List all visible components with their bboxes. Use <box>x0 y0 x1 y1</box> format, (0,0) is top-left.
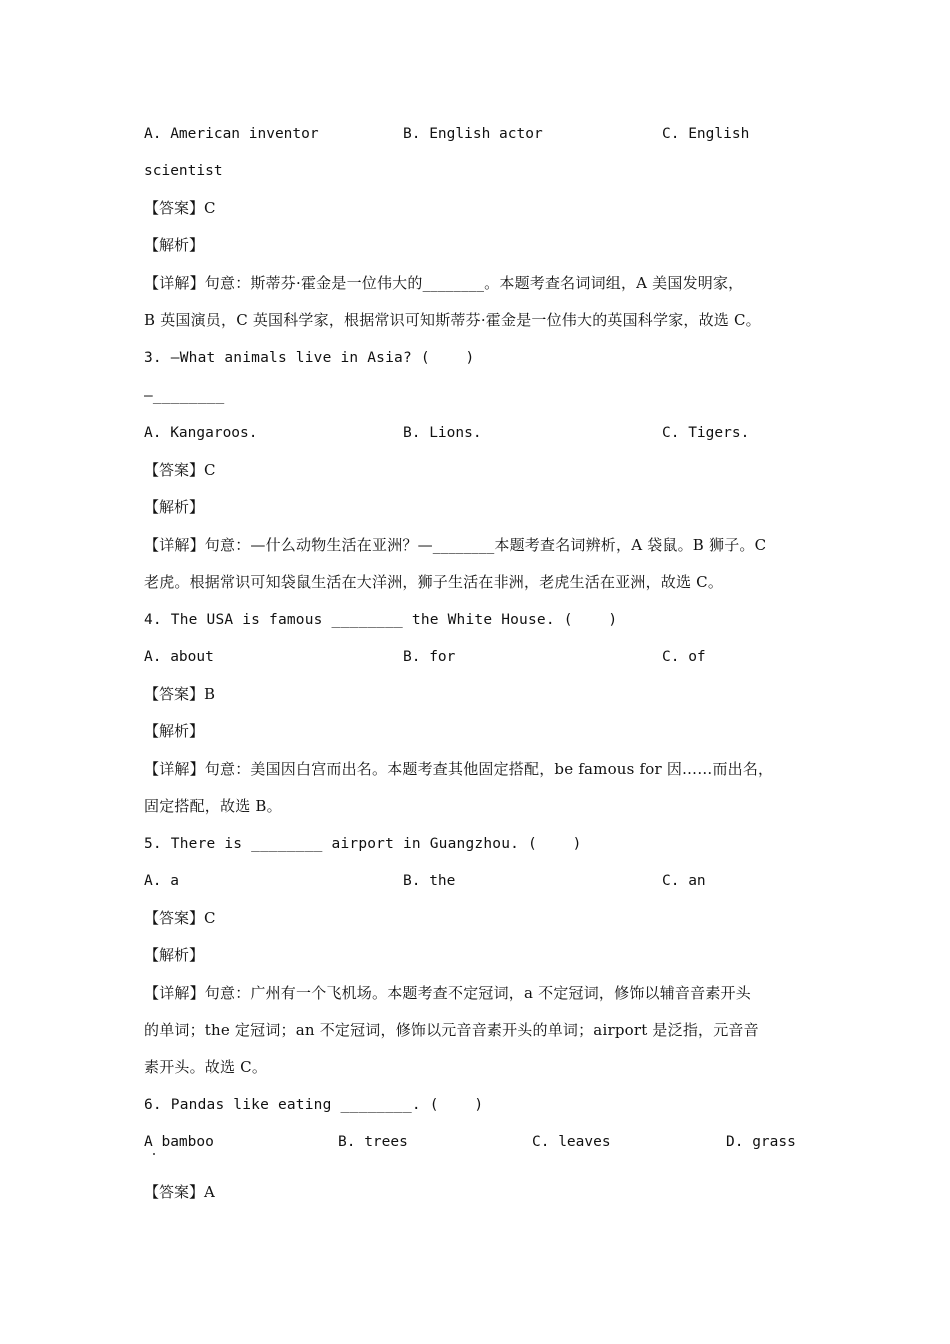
q2-option-a: A. American inventor <box>144 126 319 142</box>
q6-option-a-dot <box>153 1153 155 1155</box>
q2-detail-line-2: B 英国演员，C 英国科学家，根据常识可知斯蒂芬·霍金是一位伟大的英国科学家，故选 C。 <box>144 311 761 329</box>
q5-analysis-label: 【解析】 <box>144 946 205 964</box>
q3-option-b: B. Lions. <box>403 425 482 441</box>
q3-detail-line-1: 【详解】句意：—什么动物生活在亚洲？—________本题考查名词辨析，A 袋鼠。B 狮子。C <box>144 536 767 554</box>
q2-detail-line-1: 【详解】句意：斯蒂芬·霍金是一位伟大的________。本题考查名词词组，A 美国发明家， <box>144 274 744 292</box>
q5-option-c: C. an <box>662 873 706 889</box>
q3-question: 3. —What animals live in Asia? ( ) <box>144 350 475 366</box>
q3-answer: 【答案】C <box>144 461 216 479</box>
q5-answer: 【答案】C <box>144 909 216 927</box>
q4-detail-line-1: 【详解】句意：美国因白宫而出名。本题考查其他固定搭配，be famous for 因……而出名， <box>144 760 774 778</box>
q6-question: 6. Pandas like eating ________. ( ) <box>144 1097 484 1113</box>
q5-question: 5. There is ________ airport in Guangzhou. ( ) <box>144 836 582 852</box>
q2-analysis-label: 【解析】 <box>144 236 205 254</box>
q5-detail-line-1: 【详解】句意：广州有一个飞机场。本题考查不定冠词，a 不定冠词，修饰以辅音音素开头 <box>144 984 751 1002</box>
q4-question: 4. The USA is famous ________ the White House. ( ) <box>144 612 618 628</box>
q3-analysis-label: 【解析】 <box>144 498 205 516</box>
q2-option-b: B. English actor <box>403 126 543 142</box>
q6-option-a: A bamboo <box>144 1134 214 1150</box>
q6-option-c: C. leaves <box>532 1134 611 1150</box>
q3-detail-line-2: 老虎。根据常识可知袋鼠生活在大洋洲，狮子生活在非洲，老虎生活在亚洲，故选 C。 <box>144 573 724 591</box>
q5-option-a: A. a <box>144 873 179 889</box>
q4-answer: 【答案】B <box>144 685 216 703</box>
q4-detail-line-2: 固定搭配，故选 B。 <box>144 797 282 815</box>
q4-option-a: A. about <box>144 649 214 665</box>
q4-option-c: C. of <box>662 649 706 665</box>
q3-option-c: C. Tigers. <box>662 425 750 441</box>
q3-reply-blank: —________ <box>144 388 225 404</box>
q5-detail-line-3: 素开头。故选 C。 <box>144 1058 268 1076</box>
q2-option-c: C. English <box>662 126 750 142</box>
q5-option-b: B. the <box>403 873 456 889</box>
q5-detail-line-2: 的单词；the 定冠词；an 不定冠词，修饰以元音音素开头的单词；airport 是泛指，元音音 <box>144 1021 759 1039</box>
q6-option-d: D. grass <box>726 1134 796 1150</box>
q4-option-b: B. for <box>403 649 456 665</box>
q6-answer: 【答案】A <box>144 1183 215 1201</box>
q6-option-b: B. trees <box>338 1134 408 1150</box>
q2-answer: 【答案】C <box>144 199 216 217</box>
q4-analysis-label: 【解析】 <box>144 722 205 740</box>
q2-option-c-continued: scientist <box>144 163 223 179</box>
q3-option-a: A. Kangaroos. <box>144 425 258 441</box>
